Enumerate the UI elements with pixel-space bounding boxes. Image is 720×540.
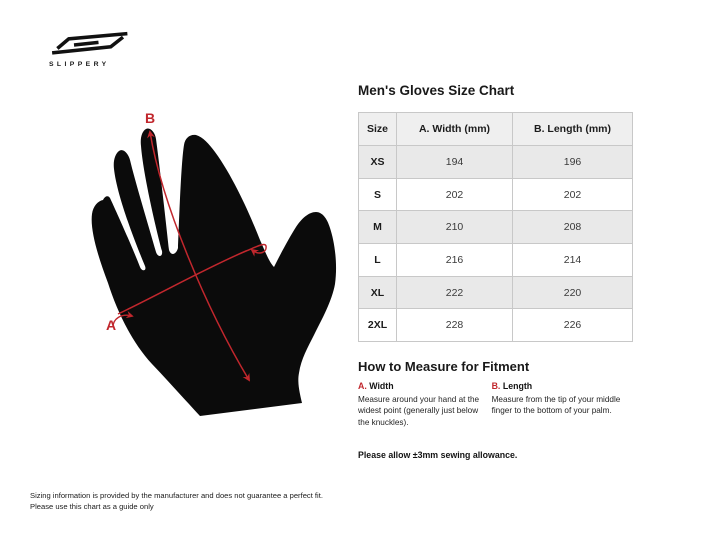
size-chart-panel (358, 84, 632, 460)
size-label: XS (359, 146, 397, 179)
label-b: B (144, 110, 156, 126)
length-value: 202 (513, 178, 633, 211)
measure-instructions (358, 381, 632, 428)
measure-key-b: B. (491, 381, 501, 392)
table-row (359, 244, 633, 277)
measure-label-length: Length (502, 381, 533, 392)
table-row (359, 211, 633, 244)
table-row (359, 276, 633, 309)
measure-text-length: Measure from the tip of your middle finger to the bottom of your palm. (491, 395, 621, 416)
measure-item-length-heading (492, 381, 632, 392)
table-row (359, 146, 633, 179)
col-header-length: B. Length (mm) (513, 113, 633, 146)
width-value: 210 (397, 211, 513, 244)
size-label: M (359, 211, 397, 244)
width-value: 194 (397, 146, 513, 179)
length-value: 196 (513, 146, 633, 179)
disclaimer (30, 490, 323, 512)
col-header-size: Size (359, 113, 397, 146)
disclaimer-line-2: Please use this chart as a guide only (30, 502, 154, 512)
table-row (359, 309, 633, 342)
brand-name: SLIPPERY (49, 61, 110, 68)
length-value: 208 (513, 211, 633, 244)
width-value: 202 (397, 178, 513, 211)
size-chart-title: Men's Gloves Size Chart (358, 83, 515, 98)
length-value: 226 (513, 309, 633, 342)
measure-text-width: Measure around your hand at the widest point (generally just below the knuckles). (358, 395, 480, 427)
width-value: 216 (397, 244, 513, 277)
measure-item-width (358, 381, 482, 428)
slippery-s-logo-icon (47, 31, 129, 59)
hand-illustration (75, 98, 365, 438)
measure-section-title: How to Measure for Fitment (358, 359, 530, 375)
size-label: 2XL (359, 309, 397, 342)
sewing-allowance-note: Please allow ±3mm sewing allowance. (358, 450, 518, 461)
size-label: S (359, 178, 397, 211)
measure-item-width-heading (358, 381, 482, 392)
table-header-row (359, 113, 633, 146)
disclaimer-line-1: Sizing information is provided by the manufacturer and does not guarantee a perfect fit. (30, 491, 323, 500)
col-header-width: A. Width (mm) (397, 113, 513, 146)
hand-silhouette (92, 129, 336, 416)
size-label: XL (359, 276, 397, 309)
length-value: 214 (513, 244, 633, 277)
table-row (359, 178, 633, 211)
measure-item-length (492, 381, 632, 428)
width-value: 228 (397, 309, 513, 342)
size-label: L (359, 244, 397, 277)
width-value: 222 (397, 276, 513, 309)
label-a: A (105, 317, 117, 333)
measure-key-a: A. (358, 381, 367, 392)
measure-label-width: Width (369, 381, 394, 392)
length-value: 220 (513, 276, 633, 309)
size-chart-table (358, 112, 633, 342)
